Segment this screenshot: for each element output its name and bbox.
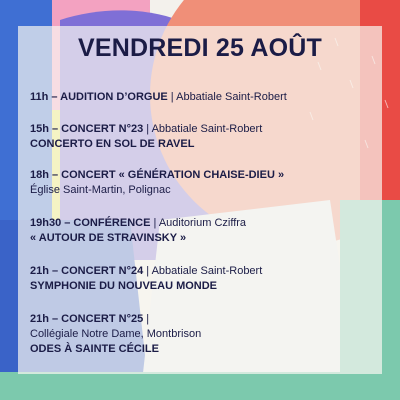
event-heading: 18h – CONCERT « GÉNÉRATION CHAISE-DIEU »	[30, 169, 285, 181]
separator: |	[143, 123, 152, 135]
event-item	[30, 216, 380, 246]
event-item	[30, 168, 380, 198]
event-venue: Abbatiale Saint-Robert	[151, 265, 263, 277]
event-subtitle: CONCERTO EN SOL DE RAVEL	[30, 138, 195, 150]
event-venue: Auditorium Cziffra	[158, 217, 247, 229]
event-heading: 15h – CONCERT N°23	[30, 123, 144, 135]
event-heading: 19h30 – CONFÉRENCE	[30, 217, 151, 229]
event-venue: Abbatiale Saint-Robert	[176, 91, 287, 103]
teal-bottom-band	[0, 372, 400, 400]
separator: |	[167, 91, 177, 103]
event-subtitle: ODES À SAINTE CÉCILE	[30, 343, 159, 355]
event-line	[30, 122, 380, 137]
event-subtitle: SYMPHONIE DU NOUVEAU MONDE	[30, 280, 218, 292]
event-item	[30, 90, 380, 105]
separator: |	[143, 265, 152, 277]
event-heading: 11h – AUDITION D’ORGUE	[30, 91, 168, 103]
event-line	[30, 264, 380, 279]
event-venue: Église Saint-Martin, Polignac	[30, 184, 171, 196]
event-item	[30, 264, 380, 294]
event-heading: 21h – CONCERT N°25	[30, 313, 144, 325]
event-item	[30, 122, 380, 152]
separator: |	[150, 217, 159, 229]
event-venue: Collégiale Notre Dame, Montbrison	[30, 328, 202, 340]
separator: |	[143, 313, 150, 325]
event-subtitle: « AUTOUR DE STRAVINSKY »	[30, 232, 187, 244]
event-item	[30, 312, 380, 357]
event-venue: Abbatiale Saint-Robert	[151, 123, 263, 135]
event-line	[30, 90, 380, 105]
event-line	[30, 216, 380, 231]
page-title: VENDREDI 25 AOÛT	[78, 34, 322, 62]
event-heading: 21h – CONCERT N°24	[30, 265, 144, 277]
event-line	[30, 312, 380, 327]
